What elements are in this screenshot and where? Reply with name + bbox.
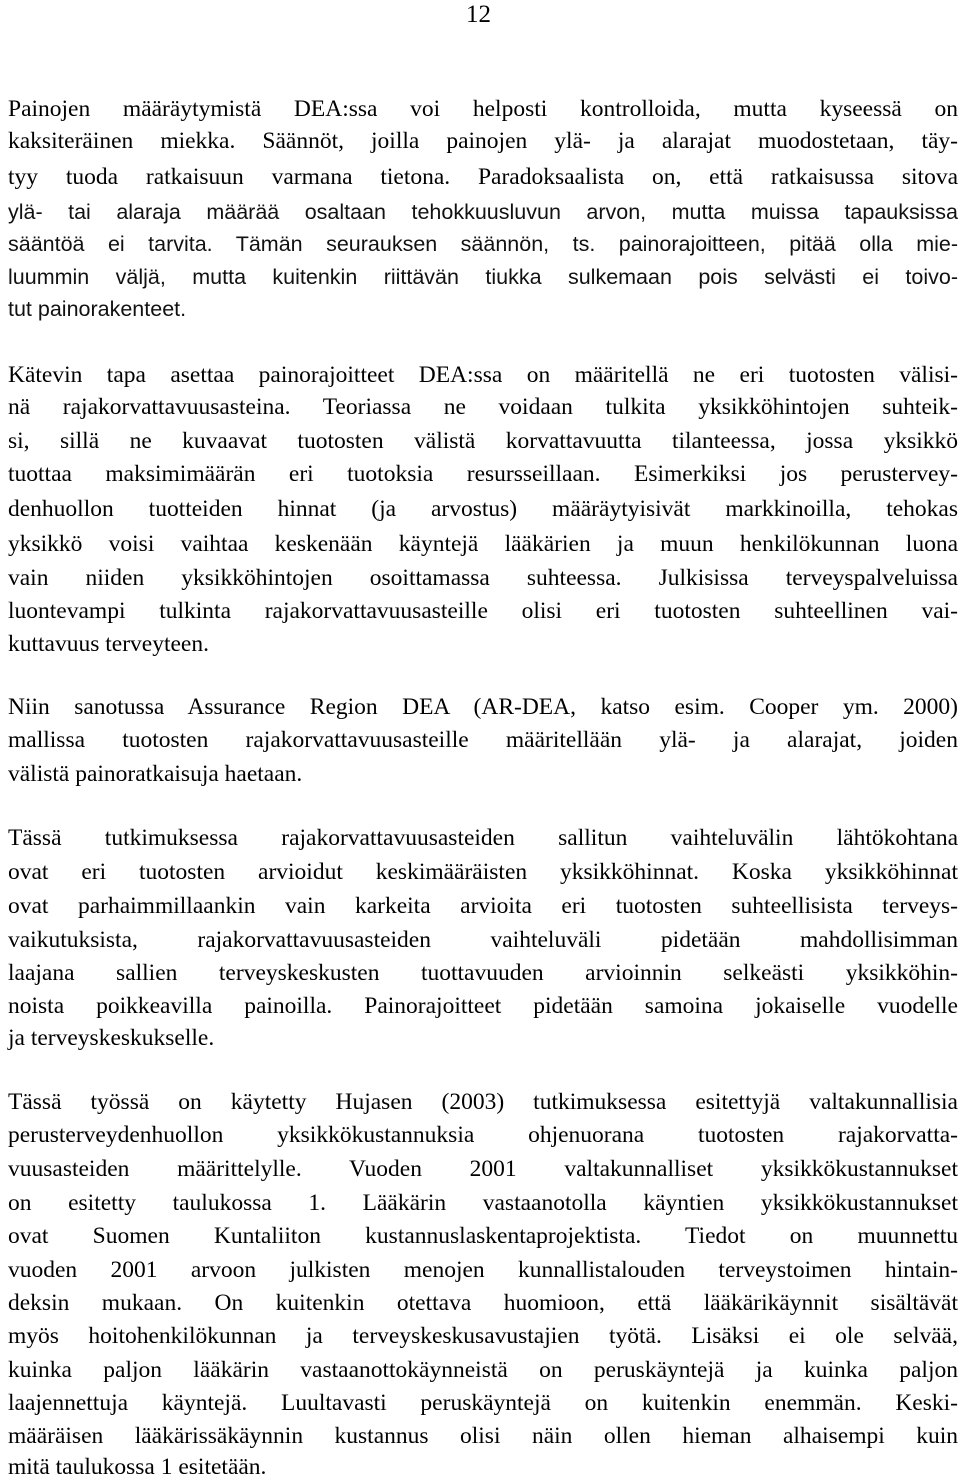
paragraph-line: Painojen määräytymistä DEA:ssa voi helposti kontrolloida, mutta kyseessä on xyxy=(8,96,958,122)
paragraph-line: välistä painoratkaisuja haetaan. xyxy=(8,761,303,787)
paragraph-line: ovat eri tuotosten arvioidut keskimääräisten yksikköhinnat. Koska yksikköhinnat xyxy=(8,859,958,885)
paragraph-line: vaikutuksista, rajakorvattavuusasteiden vaihteluväli pidetään mahdollisimman xyxy=(8,927,958,953)
paragraph-line: Tässä työssä on käytetty Hujasen (2003) tutkimuksessa esitettyjä valtakunnallisia xyxy=(8,1089,958,1115)
paragraph-line: kuinka paljon lääkärin vastaanottokäynneistä on peruskäyntejä ja kuinka paljon xyxy=(8,1357,958,1383)
paragraph-line: vuoden 2001 arvoon julkisten menojen kunnallistalouden terveystoimen hintain- xyxy=(8,1257,958,1283)
paragraph-line: yksikkö voisi vaihtaa keskenään käyntejä lääkärien ja muun henkilökunnan luona xyxy=(8,531,958,557)
paragraph-line: nä rajakorvattavuusasteina. Teoriassa ne voidaan tulkita yksikköhintojen suhteik- xyxy=(8,394,958,420)
paragraph-line: Tässä tutkimuksessa rajakorvattavuusasteiden sallitun vaihteluvälin lähtökohtana xyxy=(8,825,958,851)
paragraph-line: ovat Suomen Kuntaliiton kustannuslaskentaprojektista. Tiedot on muunnettu xyxy=(8,1223,958,1249)
paragraph-line: vain niiden yksikköhintojen osoittamassa suhteessa. Julkisissa terveyspalveluissa xyxy=(8,565,958,591)
paragraph-line: luontevampi tulkinta rajakorvattavuusasteille olisi eri tuotosten suhteellinen vai- xyxy=(8,598,958,624)
paragraph-line: sääntöä ei tarvita. Tämän seurauksen säännön, ts. painorajoitteen, pitää olla mie- xyxy=(8,232,958,256)
paragraph-line: kuttavuus terveyteen. xyxy=(8,631,209,657)
page-number: 12 xyxy=(466,1,491,28)
paragraph-line: myös hoitohenkilökunnan ja terveyskeskusavustajien työtä. Lisäksi ei ole selvää, xyxy=(8,1323,958,1349)
paragraph-line: mallissa tuotosten rajakorvattavuusasteille määritellään ylä- ja alarajat, joiden xyxy=(8,727,958,753)
paragraph-line: Kätevin tapa asettaa painorajoitteet DEA:ssa on määritellä ne eri tuotosten välisi- xyxy=(8,362,958,388)
paragraph-line: on esitetty taulukossa 1. Lääkärin vastaanotolla käyntien yksikkökustannukset xyxy=(8,1190,958,1216)
paragraph-line: kaksiteräinen miekka. Säännöt, joilla painojen ylä- ja alarajat muodostetaan, täy- xyxy=(8,128,958,154)
paragraph-line: ovat parhaimmillaankin vain karkeita arvioita eri tuotosten suhteellisista terveys- xyxy=(8,893,958,919)
paragraph-line: ja terveyskeskukselle. xyxy=(8,1025,215,1051)
paragraph-line: noista poikkeavilla painoilla. Painorajoitteet pidetään samoina jokaiselle vuodelle xyxy=(8,993,958,1019)
paragraph-line: deksin mukaan. On kuitenkin otettava huomioon, että lääkärikäynnit sisältävät xyxy=(8,1290,958,1316)
paragraph-line: vuusasteiden määrittelylle. Vuoden 2001 valtakunnalliset yksikkökustannukset xyxy=(8,1156,958,1182)
paragraph-line: ylä- tai alaraja määrää osaltaan tehokkuusluvun arvon, mutta muissa tapauksissa xyxy=(8,200,958,224)
paragraph-line: määräisen lääkärissäkäynnin kustannus olisi näin ollen hieman alhaisempi kuin xyxy=(8,1423,958,1449)
paragraph-line: tuottaa maksimimäärän eri tuotoksia resursseillaan. Esimerkiksi jos perustervey- xyxy=(8,461,958,487)
paragraph-line: perusterveydenhuollon yksikkökustannuksia ohjenuorana tuotosten rajakorvatta- xyxy=(8,1122,958,1148)
paragraph-line: laajennettuja käyntejä. Luultavasti peruskäyntejä on kuitenkin enemmän. Keski- xyxy=(8,1390,958,1416)
paragraph-line: denhuollon tuotteiden hinnat (ja arvostus) määräytyisivät markkinoilla, tehokas xyxy=(8,496,958,522)
paragraph-line: tut painorakenteet. xyxy=(8,297,187,321)
paragraph-line: tyy tuoda ratkaisuun varmana tietona. Paradoksaalista on, että ratkaisussa sitova xyxy=(8,164,958,190)
paragraph-line: Niin sanotussa Assurance Region DEA (AR-DEA, katso esim. Cooper ym. 2000) xyxy=(8,694,958,720)
paragraph-line: luummin väljä, mutta kuitenkin riittävän tiukka sulkemaan pois selvästi ei toivo- xyxy=(8,265,958,289)
paragraph-line: laajana sallien terveyskeskusten tuottavuuden arvioinnin selkeästi yksikköhin- xyxy=(8,960,958,986)
paragraph-line: si, sillä ne kuvaavat tuotosten välistä korvattavuutta tilanteessa, jossa yksikkö xyxy=(8,428,958,454)
paragraph-line: mitä taulukossa 1 esitetään. xyxy=(8,1454,267,1480)
